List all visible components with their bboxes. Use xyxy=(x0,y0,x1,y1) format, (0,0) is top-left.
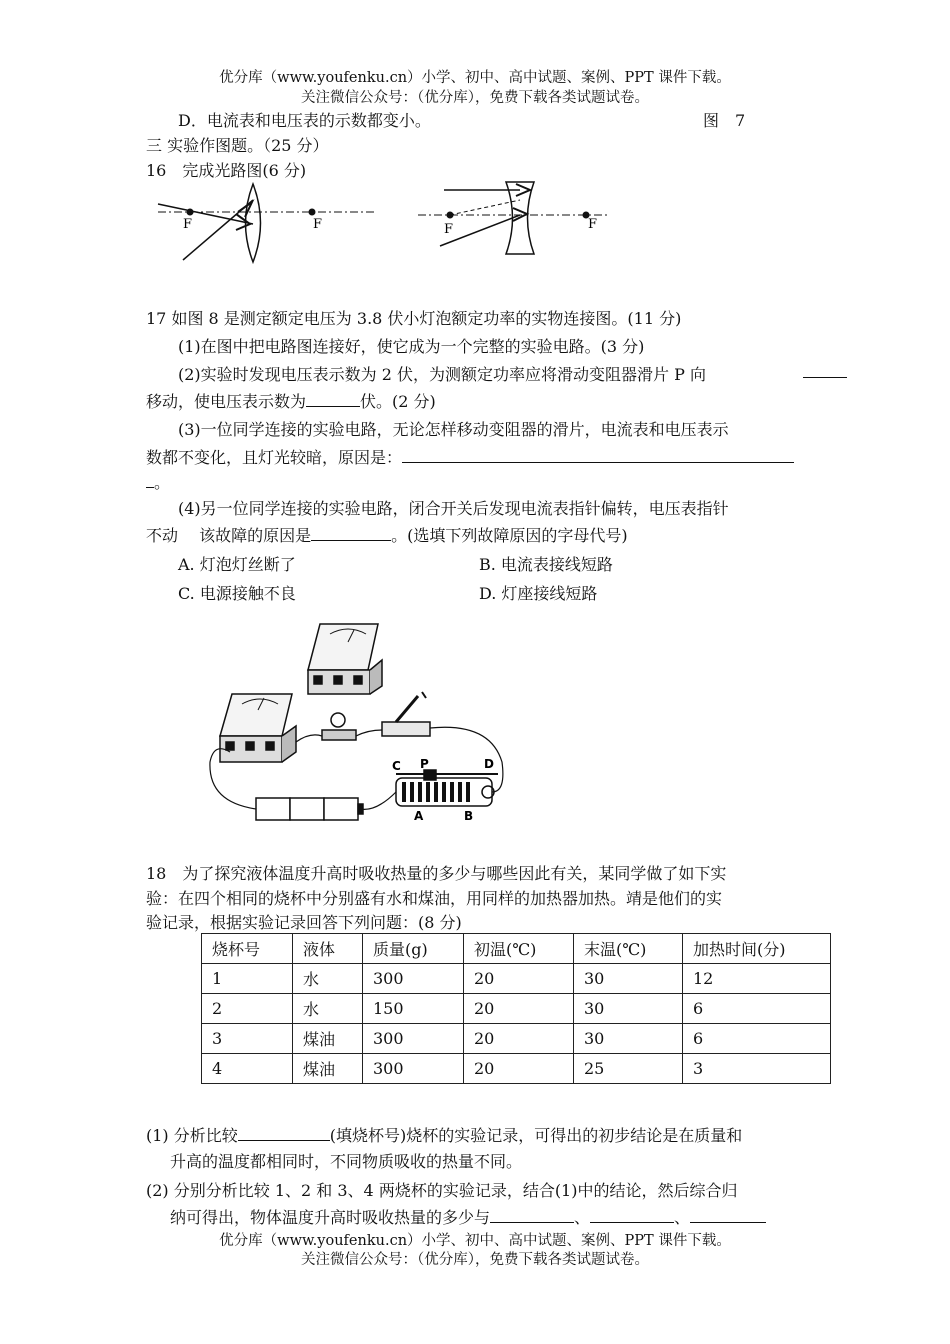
voltmeter xyxy=(308,624,382,694)
q17-part-4a: (4)另一位同学连接的实验电路，闭合开关后发现电流表指针偏转，电压表指针 xyxy=(178,499,729,518)
header-beaker: 烧杯号 xyxy=(202,934,293,964)
ammeter xyxy=(220,694,296,762)
cell-mass: 300 xyxy=(363,1024,464,1054)
q17-part-3b xyxy=(146,445,794,468)
focus-label-right: F xyxy=(588,217,598,232)
q18-blank-factor-1[interactable] xyxy=(490,1208,574,1223)
q17-part-2b-pre: 移动，使电压表示数为 xyxy=(146,392,307,411)
q18-blank-factor-3[interactable] xyxy=(690,1208,766,1223)
cell-liquid: 水 xyxy=(293,964,363,994)
option-a: A. 灯泡灯丝断了 xyxy=(178,555,296,574)
q18-sub-2a: (2) 分别分析比较 1、2 和 3、4 两烧杯的实验记录，结合(1)中的结论，然后综合归 xyxy=(146,1181,738,1200)
cell-mass: 300 xyxy=(363,964,464,994)
header-liquid: 液体 xyxy=(293,934,363,964)
cell-liquid: 煤油 xyxy=(293,1024,363,1054)
cell-beaker: 4 xyxy=(202,1054,293,1084)
rheostat-label-c: C xyxy=(392,759,401,773)
option-b: B. 电流表接线短路 xyxy=(479,555,613,574)
q17-title: 17 如图 8 是测定额定电压为 3.8 伏小灯泡额定功率的实物连接图。(11 分) xyxy=(146,309,682,328)
experiment-table xyxy=(201,933,831,1084)
q18-sub-1a xyxy=(146,1123,742,1146)
q18-sub-2b-pre: 纳可得出，物体温度升高时吸收热量的多少与 xyxy=(170,1208,491,1227)
focus-label-right: F xyxy=(313,217,323,232)
cell-initial-temp: 20 xyxy=(464,994,574,1024)
rheostat-label-a: A xyxy=(414,809,424,823)
focus-label-left: F xyxy=(444,222,454,237)
q17-blank-voltage[interactable] xyxy=(306,392,360,407)
switch xyxy=(382,692,430,736)
table-row xyxy=(202,994,831,1024)
footer-line-1: 优分库（www.youfenku.cn）小学、初中、高中试题、案例、PPT 课件下载。 xyxy=(219,1233,731,1249)
table-row xyxy=(202,1054,831,1084)
q18-sub-1a-pre: (1) 分析比较 xyxy=(146,1126,238,1145)
concave-lens-diagram xyxy=(410,178,615,258)
q17-part-2b-post: 伏。(2 分) xyxy=(360,392,436,411)
q17-part-3a: (3)一位同学连接的实验电路，无论怎样移动变阻器的滑片，电流表和电压表示 xyxy=(178,420,729,439)
q18-intro-1: 18 为了探究液体温度升高时吸收热量的多少与哪些因此有关，某同学做了如下实 xyxy=(146,864,727,883)
q17-part-1: (1)在图中把电路图连接好，使它成为一个完整的实验电路。(3 分) xyxy=(178,337,645,356)
q17-part-2b xyxy=(146,389,436,412)
rheostat-label-d: D xyxy=(484,757,494,771)
battery-pack xyxy=(256,798,363,820)
q18-sub-1b: 升高的温度都相同时，不同物质吸收的热量不同。 xyxy=(170,1152,523,1171)
q18-intro-3: 验记录，根据实验记录回答下列问题：(8 分) xyxy=(146,913,462,932)
q16-title: 16 完成光路图(6 分) xyxy=(146,161,307,180)
section-3-title: 三 实验作图题。（25 分） xyxy=(146,136,329,155)
focus-label-left: F xyxy=(183,217,193,232)
convex-lens-diagram xyxy=(150,180,390,270)
q17-part-3c xyxy=(146,470,170,493)
header-line-1: 优分库（www.youfenku.cn）小学、初中、高中试题、案例、PPT 课件下载。 xyxy=(219,70,731,86)
footer-line-2: 关注微信公众号：（优分库），免费下载各类试题试卷。 xyxy=(301,1252,649,1268)
header-final-temp: 末温(℃) xyxy=(574,934,683,964)
incident-ray-1 xyxy=(158,204,253,224)
cell-mass: 300 xyxy=(363,1054,464,1084)
q17-part-3c-text: 。 xyxy=(154,473,171,492)
cell-beaker: 2 xyxy=(202,994,293,1024)
cell-beaker: 1 xyxy=(202,964,293,994)
q17-part-4b-pre: 不动 该故障的原因是 xyxy=(146,526,312,545)
q17-blank-reason-cont[interactable] xyxy=(146,473,154,488)
q17-part-4b-post: 。(选填下列故障原因的字母代号) xyxy=(391,526,628,545)
cell-initial-temp: 20 xyxy=(464,1054,574,1084)
q18-intro-2: 验：在四个相同的烧杯中分别盛有水和煤油，用同样的加热器加热。靖是他们的实 xyxy=(146,889,723,908)
cell-initial-temp: 20 xyxy=(464,964,574,994)
cell-heating-time: 6 xyxy=(683,1024,831,1054)
focus-point-right xyxy=(309,209,316,216)
q17-blank-direction[interactable] xyxy=(803,363,847,382)
table-row xyxy=(202,964,831,994)
q18-separator-2: 、 xyxy=(674,1208,691,1227)
circuit-figure xyxy=(200,612,520,832)
previous-option-d: D．电流表和电压表的示数都变小。 xyxy=(178,111,431,130)
cell-heating-time: 3 xyxy=(683,1054,831,1084)
cell-liquid: 煤油 xyxy=(293,1054,363,1084)
ray-arrow-2 xyxy=(238,202,252,217)
figure-7-label: 图 7 xyxy=(703,111,746,130)
cell-heating-time: 6 xyxy=(683,994,831,1024)
q18-sub-2b xyxy=(170,1205,766,1228)
cell-beaker: 3 xyxy=(202,1024,293,1054)
cell-mass: 150 xyxy=(363,994,464,1024)
header-line-2: 关注微信公众号：（优分库），免费下载各类试题试卷。 xyxy=(301,90,649,106)
table-header-row xyxy=(202,934,831,964)
option-c: C. 电源接触不良 xyxy=(178,584,296,603)
q17-blank-reason[interactable] xyxy=(402,448,794,463)
q18-blank-beakers[interactable] xyxy=(238,1126,330,1141)
rheostat-label-p: P xyxy=(420,757,429,771)
q18-separator-1: 、 xyxy=(574,1208,591,1227)
dashed-ray xyxy=(450,200,520,215)
table-row xyxy=(202,1024,831,1054)
cell-final-temp: 25 xyxy=(574,1054,683,1084)
q17-blank-fault[interactable] xyxy=(311,526,391,541)
q18-sub-1a-post: (填烧杯号)烧杯的实验记录，可得出的初步结论是在质量和 xyxy=(329,1126,743,1145)
q17-part-4b xyxy=(146,523,628,546)
option-d: D. 灯座接线短路 xyxy=(479,584,598,603)
cell-final-temp: 30 xyxy=(574,994,683,1024)
q17-part-3b-text: 数都不变化，且灯光较暗，原因是： xyxy=(146,448,403,467)
header-mass: 质量(g) xyxy=(363,934,464,964)
cell-final-temp: 30 xyxy=(574,964,683,994)
rheostat-label-b: B xyxy=(464,809,474,823)
cell-final-temp: 30 xyxy=(574,1024,683,1054)
q18-blank-factor-2[interactable] xyxy=(590,1208,674,1223)
rheostat xyxy=(396,770,498,806)
header-initial-temp: 初温(℃) xyxy=(464,934,574,964)
cell-liquid: 水 xyxy=(293,994,363,1024)
cell-heating-time: 12 xyxy=(683,964,831,994)
q17-part-2a: (2)实验时发现电压表示数为 2 伏，为测额定功率应将滑动变阻器滑片 P 向 xyxy=(178,365,706,384)
header-heating-time: 加热时间(分) xyxy=(683,934,831,964)
bulb xyxy=(322,713,356,740)
cell-initial-temp: 20 xyxy=(464,1024,574,1054)
